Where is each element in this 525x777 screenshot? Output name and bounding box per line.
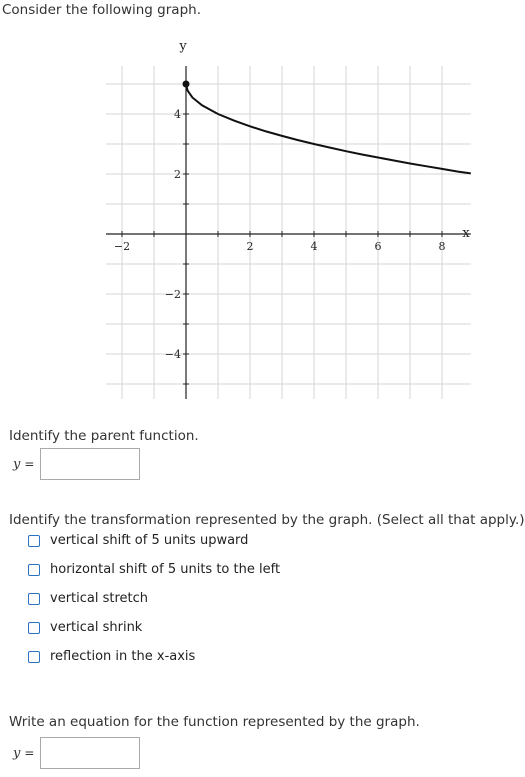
checkbox-reflection[interactable] — [28, 651, 40, 663]
y-tick-label: 2 — [174, 168, 181, 181]
function-graph — [100, 34, 470, 398]
x-axis-label: x — [462, 226, 470, 241]
checkbox-vertical-shrink[interactable] — [28, 622, 40, 634]
y-tick-label: −2 — [164, 288, 181, 301]
parent-equals-sign: = — [24, 457, 35, 471]
question-intro: Consider the following graph. — [2, 2, 201, 18]
option-label: horizontal shift of 5 units to the left — [50, 562, 281, 577]
x-tick-label: 6 — [374, 240, 382, 253]
option-label: vertical shift of 5 units upward — [50, 533, 249, 548]
option-vertical-shift[interactable] — [28, 533, 248, 548]
y-axis-label: y — [179, 39, 187, 54]
x-tick-label: 2 — [246, 240, 254, 253]
equation-input[interactable] — [40, 737, 140, 769]
part1-prompt: Identify the parent function. — [9, 428, 199, 444]
option-vertical-shrink[interactable] — [28, 620, 142, 635]
equation-var-label: y — [13, 745, 21, 761]
part2-prompt: Identify the transformation represented by the graph. (Select all that apply.) — [9, 512, 525, 528]
part3-prompt: Write an equation for the function represented by the graph. — [9, 714, 420, 730]
option-label: vertical stretch — [50, 591, 149, 606]
x-tick-label: 8 — [438, 240, 446, 253]
option-reflection[interactable] — [28, 649, 195, 664]
parent-function-row — [13, 448, 140, 480]
option-horizontal-shift[interactable] — [28, 562, 280, 577]
x-tick-label: −2 — [113, 240, 131, 253]
equation-row — [13, 737, 140, 769]
checkbox-horizontal-shift[interactable] — [28, 564, 40, 576]
option-label: vertical shrink — [50, 620, 143, 635]
y-tick-label: −4 — [164, 348, 181, 361]
parent-function-input[interactable] — [40, 448, 140, 480]
option-vertical-stretch[interactable] — [28, 591, 148, 606]
y-tick-label: 4 — [174, 108, 181, 121]
curve-endpoint — [183, 81, 189, 87]
option-label: reflection in the x-axis — [50, 649, 196, 664]
checkbox-vertical-shift[interactable] — [28, 535, 40, 547]
equation-equals-sign: = — [24, 746, 35, 760]
x-tick-label: 4 — [310, 240, 318, 253]
checkbox-vertical-stretch[interactable] — [28, 593, 40, 605]
function-curve — [186, 84, 471, 173]
parent-var-label: y — [13, 456, 21, 472]
